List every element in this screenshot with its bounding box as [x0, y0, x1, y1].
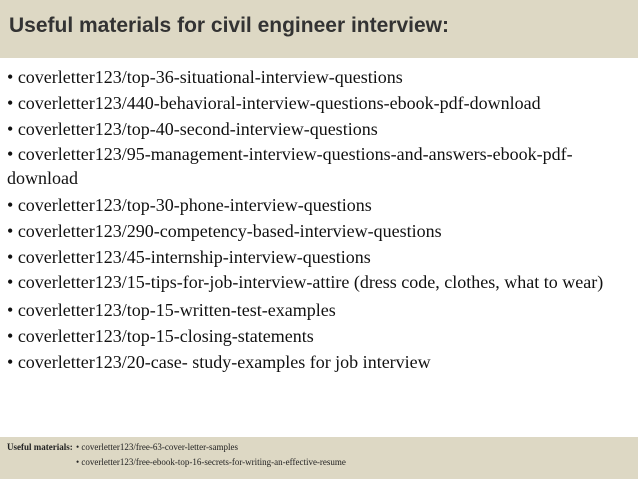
- bullet-glyph: •: [7, 325, 14, 346]
- bullet-glyph: •: [7, 272, 14, 292]
- footer-link[interactable]: • coverletter123/free-63-cover-letter-samples: [76, 442, 238, 452]
- bullet-glyph: •: [7, 351, 14, 372]
- header-banner: [0, 0, 638, 58]
- list-item-text: coverletter123/20-case- study-examples for job interview: [17, 351, 431, 372]
- list-item-text: coverletter123/95-management-interview-questions-and-answers-ebook-pdf-download: [7, 144, 573, 188]
- list-item-text: coverletter123/440-behavioral-interview-questions-ebook-pdf-download: [17, 93, 541, 113]
- list-item-text: coverletter123/top-15-written-test-examples: [17, 299, 336, 320]
- list-item[interactable]: [7, 116, 625, 142]
- list-item-text: coverletter123/45-internship-interview-questions: [17, 247, 371, 267]
- list-item-text: coverletter123/top-30-phone-interview-questions: [17, 195, 372, 215]
- bullet-glyph: •: [7, 93, 14, 113]
- bullet-glyph: •: [7, 221, 14, 241]
- list-item-text: coverletter123/top-40-second-interview-questions: [17, 119, 378, 139]
- list-item[interactable]: [7, 323, 625, 349]
- list-item[interactable]: [7, 192, 625, 218]
- list-item[interactable]: [7, 349, 625, 375]
- list-item-text: coverletter123/top-36-situational-interview-questions: [17, 67, 403, 87]
- materials-list: [7, 64, 625, 375]
- list-item[interactable]: [7, 297, 625, 323]
- page-title: Useful materials for civil engineer interview:: [9, 14, 449, 37]
- bullet-glyph: •: [7, 195, 14, 215]
- list-item[interactable]: [7, 218, 625, 244]
- footer-label: Useful materials:: [7, 442, 73, 452]
- list-item[interactable]: [7, 244, 625, 270]
- bullet-glyph: •: [7, 119, 14, 139]
- bullet-glyph: •: [7, 67, 14, 87]
- footer-banner: [0, 437, 638, 479]
- list-item[interactable]: [7, 142, 625, 192]
- list-item[interactable]: [7, 90, 625, 116]
- list-item-text: coverletter123/top-15-closing-statements: [17, 325, 314, 346]
- list-item-text: coverletter123/15-tips-for-job-interview-attire (dress code, clothes, what to wear): [17, 272, 604, 292]
- bullet-glyph: •: [7, 247, 14, 267]
- footer-link[interactable]: • coverletter123/free-ebook-top-16-secrets-for-writing-an-effective-resume: [76, 457, 346, 467]
- list-item-text: coverletter123/290-competency-based-interview-questions: [17, 221, 442, 241]
- bullet-glyph: •: [7, 299, 14, 320]
- bullet-glyph: •: [7, 144, 14, 164]
- list-item[interactable]: [7, 270, 625, 297]
- list-item[interactable]: [7, 64, 625, 90]
